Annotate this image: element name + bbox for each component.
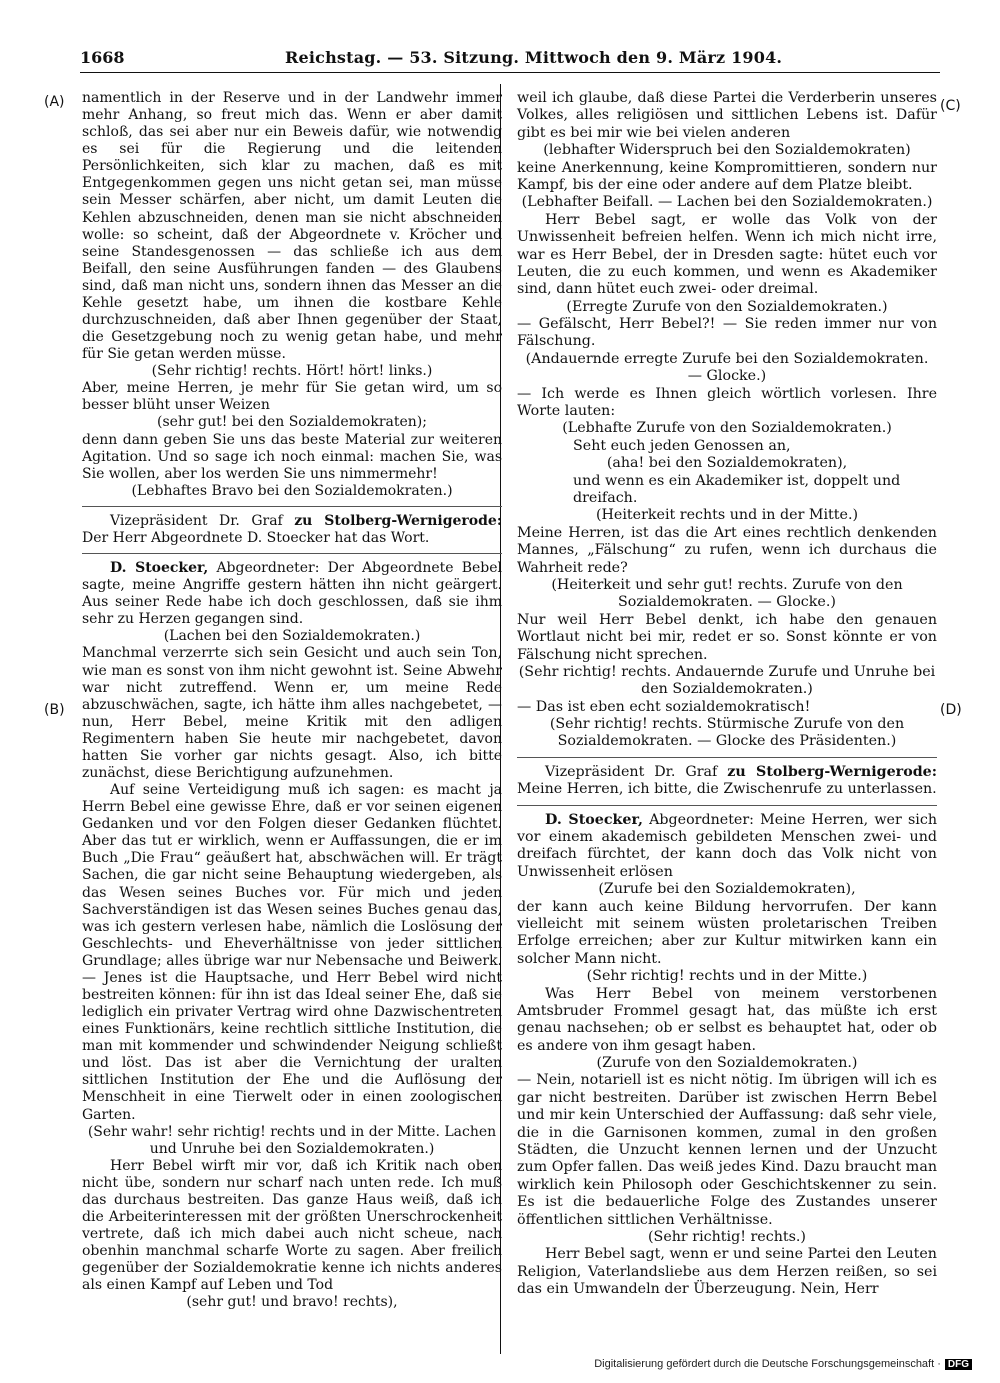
- interjection: (Sehr richtig! rechts. Stürmische Zurufe von den Sozialdemokraten. — Glocke des Präsidenten.): [549, 716, 905, 750]
- left-column: [82, 90, 502, 1311]
- interjection: (Heiterkeit und sehr gut! rechts. Zurufe von den Sozialdemokraten. — Glocke.): [551, 576, 903, 611]
- header-rule: [80, 72, 940, 73]
- running-title: Reichstag. — 53. Sitzung. Mittwoch den 9. März 1904.: [285, 48, 783, 67]
- margin-marker-a: (A): [44, 94, 65, 110]
- interjection: (Erregte Zurufe von den Sozialdemokraten.): [566, 298, 888, 315]
- section-divider: [82, 553, 502, 554]
- paragraph: — Ich werde es Ihnen gleich wörtlich vorlesen. Ihre Worte lauten:: [517, 385, 937, 420]
- paragraph: Auf seine Verteidigung muß ich sagen: es macht ja Herrn Bebel eine gewisse Ehre, daß er vor seinen eigenen Gedanken und vor den Folgen dieser Gedanken flüchtet. Aber das tut er wirklich, wenn er Auffassungen, die er im Buch „Die Frau“ geäußert hat, abschwächen will. Er trägt Sachen, die gar nicht seine Behauptung wiedergeben, als das Wesen seines Buches vor. Für mich und jeden Sachverständigen ist das Wesen seines Buches genau das, was ich gestern verlesen habe, nämlich die Loslösung der Geschlechts- und Eheverhältnisse von jeder sittlichen Grundlage; alles übrige war nur Nebensache und Beiwerk. — Jenes ist die Hauptsache, und Herr Bebel wird nicht bestreiten können: für ihn ist das Ideal seiner Ehe, daß sie lediglich ein privater Vertrag wird ohne Dazwischentreten eines Funktionärs, keine rechtlich sittliche Institution, die man mit kommender und schwindender Neigung schließt und löst. Das ist aber die Vernichtung der uralten sittlichen Institution der Ehe und die Auflösung der Menschheit in eine Tierwelt oder in einen zoologischen Garten.: [82, 782, 502, 1123]
- interjection: (Andauernde erregte Zurufe bei den Sozialdemokraten. — Glocke.): [525, 350, 929, 385]
- remark-text: Meine Herren, ich bitte, die Zwischenrufe zu unterlassen.: [517, 781, 937, 798]
- right-column: [517, 90, 937, 1299]
- interjection: (Sehr richtig! rechts. Hört! hört! links.): [151, 363, 433, 380]
- interjection: (Zurufe bei den Sozialdemokraten),: [598, 881, 856, 898]
- speech-start: [82, 560, 502, 628]
- interjection: (Heiterkeit rechts und in der Mitte.): [595, 507, 859, 524]
- paragraph: Herr Bebel sagt, er wolle das Volk von der Unwissenheit befreien helfen. Wenn ich mich nicht irre, war es Herr Bebel, der in Dresden sagte: hütet euch vor Leuten, die zu euch kommen, und wenn es Akademiker sind, dann hütet euch zwei- oder dreimal.: [517, 211, 937, 298]
- paragraph: Herr Bebel sagt, wenn er und seine Partei den Leuten Religion, Vaterlandsliebe aus dem Herzen reißen, so sei das ein Umwandeln der Überzeugung. Nein, Herr: [517, 1246, 937, 1298]
- speaker-title: Vizepräsident Dr. Graf: [110, 512, 283, 529]
- interjection: (aha! bei den Sozialdemokraten),: [606, 455, 848, 472]
- interjection: (sehr gut! und bravo! rechts),: [186, 1294, 398, 1311]
- speech-text: Abgeordneter: Meine Herren, wer sich vor einem akademisch gebildeten Menschen zwei- und dreifach fürchtet, der kann doch das Volk nicht von Unwissenheit erlösen: [517, 811, 937, 880]
- margin-marker-c: (C): [940, 98, 961, 114]
- paragraph: Aber, meine Herren, je mehr für Sie getan wird, um so besser blüht unser Weizen: [82, 380, 502, 414]
- paragraph: Meine Herren, ist das die Art eines rechtlich denkenden Mannes, „Fälschung“ zu rufen, wenn ich durchaus die Wahrheit rede?: [517, 524, 937, 576]
- paragraph: Herr Bebel wirft mir vor, daß ich Kritik nach oben nicht übe, sondern nur scharf nach unten rede. Ich muß das durchaus bestreiten. Das ganze Haus weiß, daß ich die Arbeiterinteressen mit der größten Unerschrockenheit vertrete, daß ich mich dabei auch nicht scheue, nach obenhin manchmal scharfe Worte zu sagen. Aber freilich gegenüber der Sozialdemokratie kenne ich nichts anderes als einen Kampf auf Leben und Tod: [82, 1157, 502, 1294]
- speaker-name: D. Stoecker,: [545, 811, 643, 828]
- margin-marker-b: (B): [44, 702, 65, 718]
- quotation: Seht euch jeden Genossen an,: [573, 437, 791, 454]
- paragraph: keine Anerkennung, keine Kompromittieren, sondern nur Kampf, bis der eine oder andere auf dem Platze bleibt.: [517, 159, 937, 193]
- speaker-title: Vizepräsident Dr. Graf: [545, 763, 718, 780]
- digitization-credit: [594, 1358, 972, 1370]
- section-divider: [82, 506, 502, 507]
- paragraph: der kann auch keine Bildung hervorrufen. Der kann vielleicht mit seinem wüsten proletarischen Treiben Erfolge erreichen; aber zur Kultur mitwirken kann ein solcher Mann nicht.: [517, 898, 937, 967]
- remark-text: Der Herr Abgeordnete D. Stoecker hat das Wort.: [82, 529, 430, 546]
- interjection: (Lachen bei den Sozialdemokraten.): [163, 628, 421, 645]
- interjection: (Lebhafte Zurufe von den Sozialdemokraten.): [562, 420, 892, 437]
- paragraph: namentlich in der Reserve und in der Landwehr immer mehr Anhang, so freut mich das. Wenn er aber damit schloß, das sei aber nur ein Beweis dafür, wie notwendig es sei für die Regierung und die leitenden Persönlichkeiten, sich klar zu machen, daß es mit Entgegenkommen gegen uns nicht getan sei, man müsse sein Messer schärfen, aber nicht, um damit Leuten die Kehlen abzuschneiden, denen man sie nicht abschneiden wolle: so scheint, daß der Abgeordnete v. Kröcher und seine Standesgenossen — das schließe ich aus dem Beifall, den seine Ausführungen fanden — des Glaubens sind, daß man nicht uns, sondern ihnen das Messer an die Kehle gesetzt habe, um ihnen die kostbare Kehle durchzuschneiden, daß aber Ihnen gegenüber der Staat, die Gesetzgebung noch zu wenig getan habe, und mehr für Sie getan werden müsse.: [82, 90, 502, 363]
- speaker-name: zu Stolberg-Wernigerode:: [294, 512, 502, 529]
- paragraph: Was Herr Bebel von meinem verstorbenen Amtsbruder Frommel gesagt hat, das müßte ich erst genau nachsehen; ob er selbst es behauptet hat, oder ob es andere von ihm gesagt haben.: [517, 985, 937, 1054]
- interjection: (lebhafter Widerspruch bei den Sozialdemokraten): [543, 142, 911, 159]
- interjection: (Zurufe von den Sozialdemokraten.): [596, 1055, 858, 1072]
- paragraph: weil ich glaube, daß diese Partei die Verderberin unseres Volkes, alles religiösen und sittlichen Lebens ist. Dafür gibt es bei mir wie bei vielen anderen: [517, 90, 937, 141]
- section-divider: [517, 805, 937, 806]
- vice-president-remark: [517, 764, 937, 799]
- interjection: (Sehr wahr! sehr richtig! rechts und in der Mitte. Lachen und Unruhe bei den Sozialdemokraten.): [87, 1123, 497, 1157]
- speaker-name: D. Stoecker,: [110, 560, 209, 577]
- interjection: (Sehr richtig! rechts. Andauernde Zurufe und Unruhe bei den Sozialdemokraten.): [518, 663, 936, 698]
- speaker-name: zu Stolberg-Wernigerode:: [727, 763, 937, 780]
- paragraph: denn dann geben Sie uns das beste Material zur weiteren Agitation. Und so sage ich noch einmal: machen Sie, was Sie wollen, aber los werden Sie uns nimmermehr!: [82, 431, 502, 482]
- paragraph: — Nein, notariell ist es nicht nötig. Im übrigen will ich es gar nicht bestreiten. Darüber ist zwischen Herrn Bebel und mir kein Unterschied der Auffassung: daß sehr viele, die in die Garnisonen kommen, zumal in den großen Städten, die Unzucht kennen lernen und der Unzucht zum Opfer fallen. Das weiß jedes Kind. Dazu braucht man wirklich kein Philosoph oder Geschichtskenner zu sein. Es ist die bedauerliche Folge des Zustandes unserer öffentlichen sittlichen Verhältnisse.: [517, 1072, 937, 1228]
- interjection: (Sehr richtig! rechts.): [648, 1229, 806, 1245]
- speech-text: Abgeordneter: Der Abgeordnete Bebel sagte, meine Angriffe gestern hätten ihn nicht geärgert. Aus seiner Rede habe ich doch geschlossen, daß sie ihm sehr zu Herzen gegangen sind.: [82, 560, 503, 628]
- speech-start: [517, 812, 937, 882]
- dfg-logo-icon: DFG: [945, 1359, 972, 1370]
- interjection: (Lebhafter Beifall. — Lachen bei den Sozialdemokraten.): [521, 194, 933, 211]
- margin-marker-d: (D): [940, 702, 962, 718]
- paragraph: Manchmal verzerrte sich sein Gesicht und auch sein Ton, wie man es sonst von ihm nicht gewohnt ist. Seine Abwehr war nicht zutreffend. Wenn er, um meine Rede abzuschwächen, sagte, ich hätte ihm alles nachgebetet, — nun, Herr Bebel, meine Kritik mit den adligen Regimentern haben Sie heute mir nachgebetet, davon hatten Sie vorher gar nichts gesagt. Also, ich bitte zunächst, diese Berichtigung aufzunehmen.: [82, 645, 502, 781]
- vice-president-remark: [82, 513, 502, 547]
- paragraph: — Gefälscht, Herr Bebel?! — Sie reden immer nur von Fälschung.: [517, 316, 937, 350]
- interjection: (Sehr richtig! rechts und in der Mitte.): [586, 968, 868, 985]
- section-divider: [517, 757, 937, 758]
- interjection: (sehr gut! bei den Sozialdemokraten);: [157, 414, 427, 431]
- quotation: und wenn es ein Akademiker ist, doppelt und dreifach.: [573, 472, 901, 506]
- credit-text: Digitalisierung gefördert durch die Deutsche Forschungsgemeinschaft ·: [594, 1358, 941, 1370]
- page-header: [80, 44, 980, 72]
- interjection: (Lebhaftes Bravo bei den Sozialdemokraten.): [131, 482, 453, 499]
- paragraph: Nur weil Herr Bebel denkt, ich habe den genauen Wortlaut nicht bei mir, redet er so. Sonst könnte er von Fälschung nicht sprechen.: [517, 611, 937, 663]
- paragraph: — Das ist eben echt sozialdemokratisch!: [517, 698, 811, 715]
- page-number: 1668: [80, 48, 125, 67]
